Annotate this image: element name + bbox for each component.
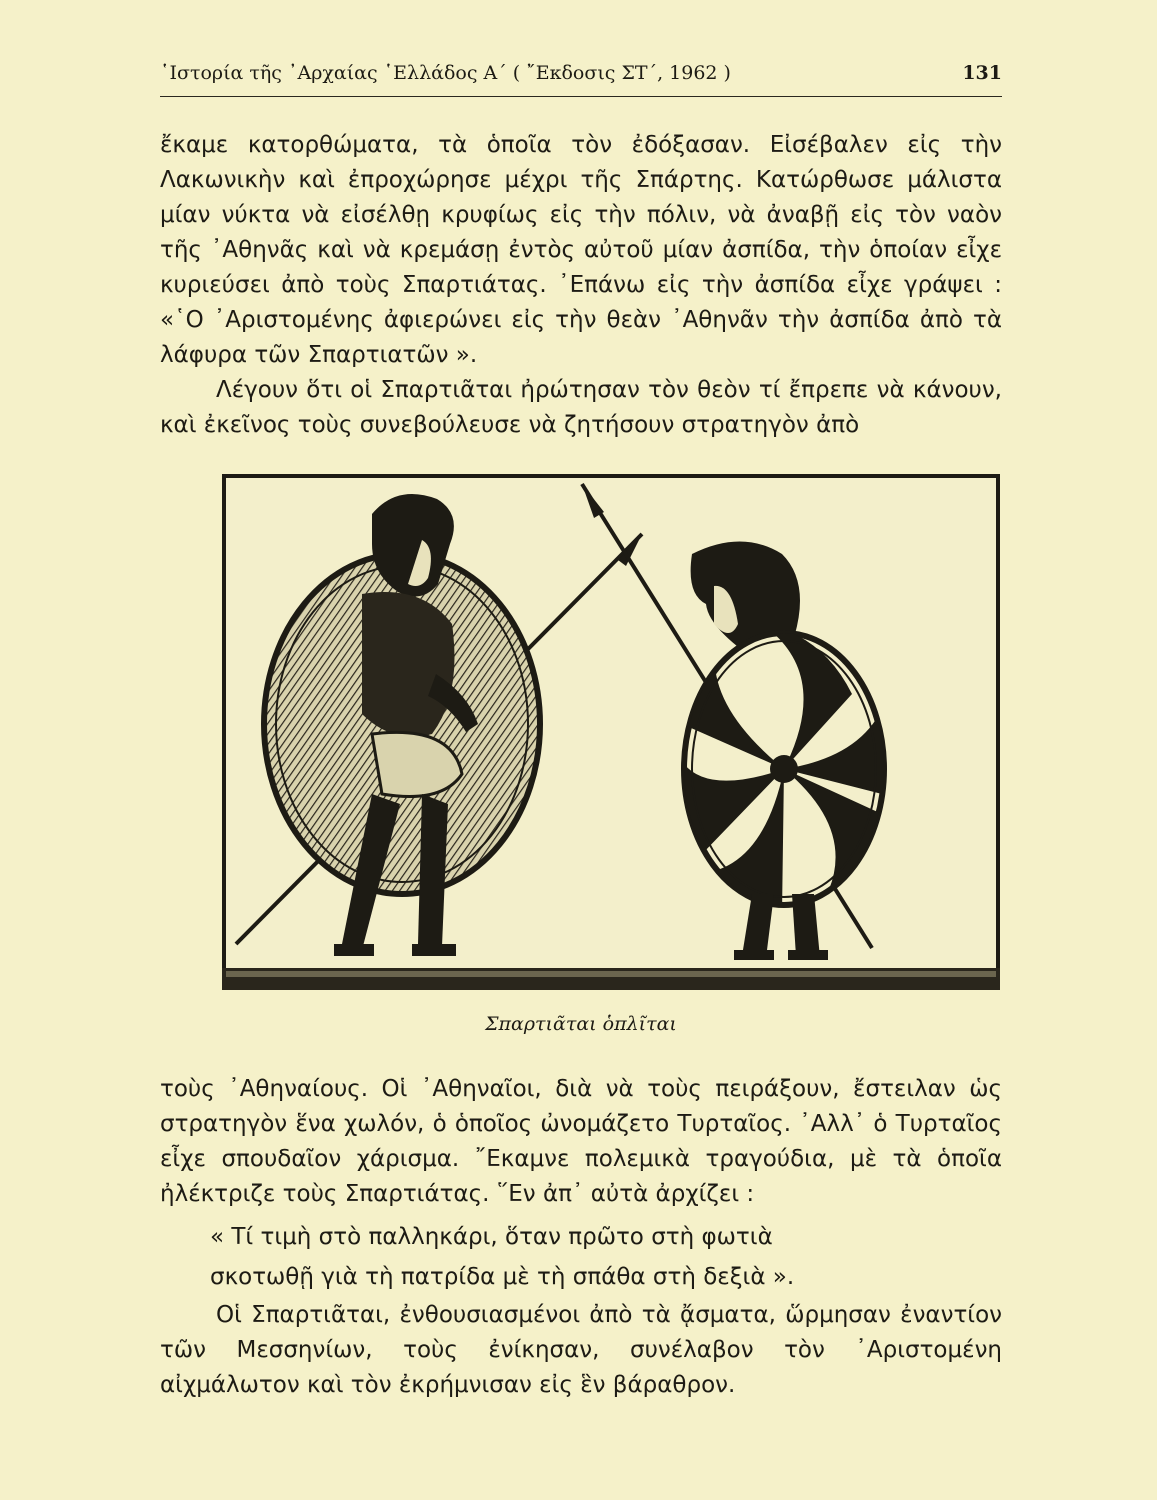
text-block-top: [160, 128, 1002, 443]
paragraph: τοὺς ᾿Αθηναίους. Οἱ ᾿Αθηναῖοι, διὰ νὰ τοὺς πειράξουν, ἔστειλαν ὡς στρατηγὸν ἕνα χωλόν, ὁ ὁποῖος ὠνομάζετο Τυρταῖος. ᾿Αλλ᾿ ὁ Τυρταῖος εἶχε σπουδαῖον χάρισμα. ῎Εκαμνε πολεμικὰ τραγούδια, μὲ τὰ ὁποῖα ἠλέκτριζε τοὺς Σπαρτιάτας. ῞Εν ἀπ᾿ αὐτὰ ἀρχίζει :: [160, 1076, 1002, 1207]
figure-caption: Σπαρτιᾶται ὁπλῖται: [485, 1013, 677, 1035]
header-rule: [160, 96, 1002, 97]
page-number: 131: [962, 62, 1002, 84]
running-header: [160, 62, 1002, 98]
verse-line: σκοτωθῇ γιὰ τὴ πατρίδα μὲ τὴ σπάθα στὴ δεξιὰ ».: [210, 1264, 795, 1290]
paragraph: Οἱ Σπαρτιᾶται, ἐνθουσιασμένοι ἀπὸ τὰ ᾄσματα, ὥρμησαν ἐναντίον τῶν Μεσσηνίων, τοὺς ἐνίκησαν, συνέλαβον τὸν ᾿Αριστομένη αἰχμάλωτον καὶ τὸν ἐκρήμνισαν εἰς ἓν βάραθρον.: [160, 1302, 1002, 1398]
book-title: ῾Ιστορία τῆς ᾿Αρχαίας ῾Ελλάδος Α΄ ( ῎Εκδοσις ΣΤ΄, 1962 ): [160, 62, 731, 84]
paragraph: ἔκαμε κατορθώματα, τὰ ὁποῖα τὸν ἐδόξασαν. Εἰσέβαλεν εἰς τὴν Λακωνικὴν καὶ ἐπροχώρησε μέχρι τῆς Σπάρτης. Κατώρθωσε μάλιστα μίαν νύκτα νὰ εἰσέλθῃ κρυφίως εἰς τὴν πόλιν, νὰ ἀναβῇ εἰς τὸν ναὸν τῆς ᾿Αθηνᾶς καὶ νὰ κρεμάσῃ ἐντὸς αὐτοῦ μίαν ἀσπίδα, τὴν ὁποίαν εἶχε κυριεύσει ἀπὸ τοὺς Σπαρτιάτας. ᾿Επάνω εἰς τὴν ἀσπίδα εἶχε γράψει : «῾Ο ᾿Αριστομένης ἀφιερώνει εἰς τὴν θεὰν ᾿Αθηνᾶν τὴν ἀσπίδα ἀπὸ τὰ λάφυρα τῶν Σπαρτιατῶν ».: [160, 132, 1002, 368]
text-block-final: [160, 1298, 1002, 1403]
hoplites-illustration: [222, 474, 1000, 990]
verse-line: « Τί τιμὴ στὸ παλληκάρι, ὅταν πρῶτο στὴ φωτιὰ: [210, 1224, 773, 1250]
paragraph: Λέγουν ὅτι οἱ Σπαρτιᾶται ἠρώτησαν τὸν θεὸν τί ἔπρεπε νὰ κάνουν, καὶ ἐκεῖνος τοὺς συνεβούλευσε νὰ ζητήσουν στρατηγὸν ἀπὸ: [160, 377, 1002, 438]
text-block-bottom: [160, 1072, 1002, 1212]
